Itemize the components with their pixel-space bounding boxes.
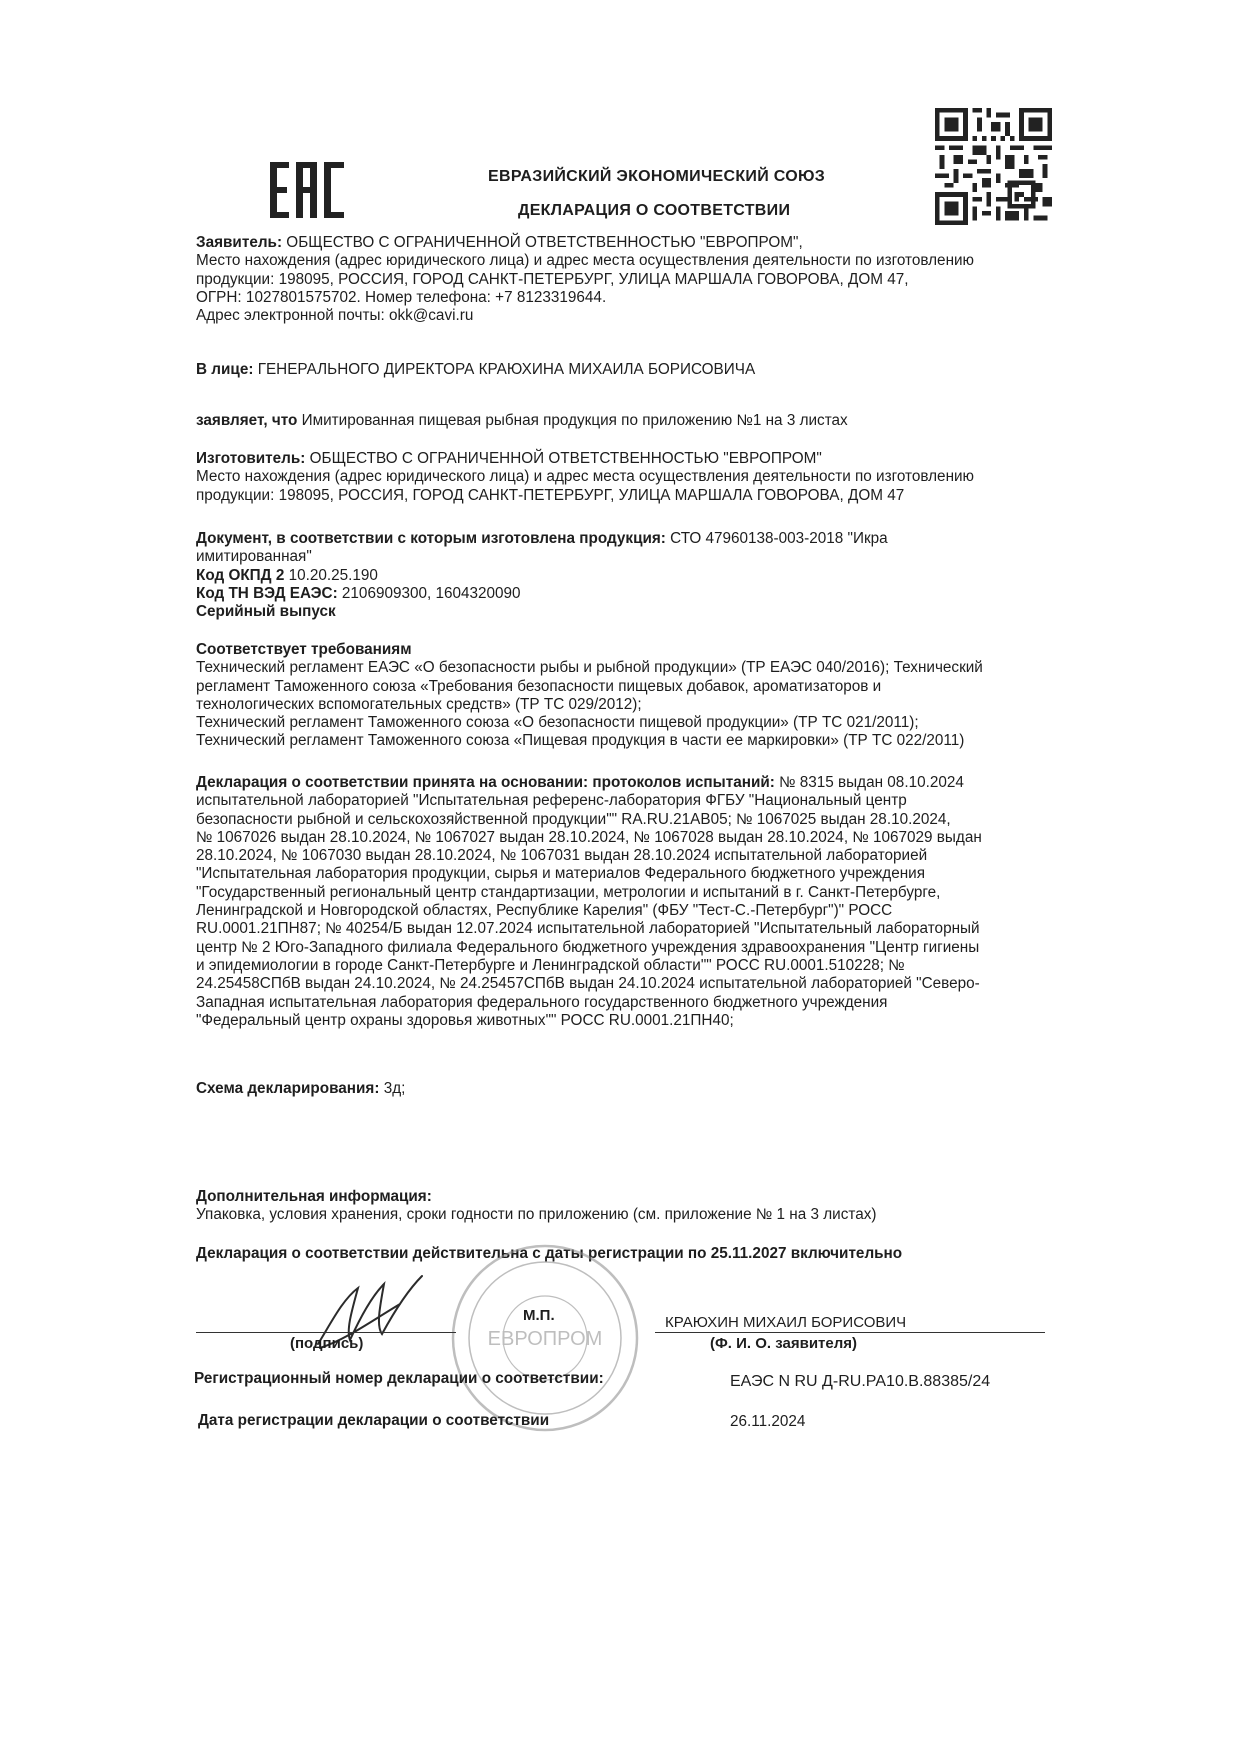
- requirement-line: Технический регламент ЕАЭС «О безопасности рыбы и рыбной продукции» (ТР ЕАЭС 040/2016); Технический: [196, 659, 983, 677]
- basis-line: "Государственный региональный центр стандартизации, метрологии и испытаний в г. Санкт-Петербурге,: [196, 883, 941, 901]
- registration-date-label: Дата регистрации декларации о соответствии: [198, 1412, 550, 1429]
- validity-text: Декларация о соответствии действительна с даты регистрации по 25.11.2027 включительно: [196, 1245, 903, 1262]
- qr-code-icon: [935, 108, 1052, 225]
- signature-caption: (подпись): [290, 1335, 364, 1352]
- document-label: Документ, в соответствии с которым изготовлена продукция:: [196, 530, 666, 547]
- requirement-line: технологических вспомогательных средств» (ТР ТС 029/2012);: [196, 695, 642, 713]
- additional-label: Дополнительная информация:: [196, 1188, 432, 1205]
- document-value-cont: имитированная": [196, 548, 312, 566]
- applicant-ogrn: ОГРН: 1027801575702. Номер телефона: +7 8123319644.: [196, 288, 607, 306]
- basis-label: Декларация о соответствии принята на основании: протоколов испытаний:: [196, 774, 775, 791]
- tnved-label: Код ТН ВЭД ЕАЭС:: [196, 584, 338, 602]
- applicant-name: ОБЩЕСТВО С ОГРАНИЧЕННОЙ ОТВЕТСТВЕННОСТЬЮ "ЕВРОПРОМ",: [286, 234, 803, 251]
- manufacturer-block: [196, 450, 1096, 505]
- requirements-label: Соответствует требованиям: [196, 641, 412, 658]
- document-block: [196, 530, 1096, 621]
- basis-line: RU.0001.21ПН87; № 40254/Б выдан 12.07.2024 испытательной лабораторией "Испытательный лабораторный: [196, 920, 980, 938]
- signature-line: [196, 1332, 456, 1333]
- product-name: Имитированная пищевая рыбная продукция по приложению №1 на 3 листах: [301, 412, 848, 429]
- eac-logo: [270, 158, 346, 220]
- declares-label: заявляет, что: [196, 412, 298, 429]
- basis-line: "Испытательная лаборатория продукции, сырья и материалов Федерального бюджетного учреждения: [196, 865, 925, 883]
- additional-value: Упаковка, условия хранения, сроки годности по приложению (см. приложение № 1 на 3 листах): [196, 1206, 877, 1224]
- registration-number-label: Регистрационный номер декларации о соответствии:: [194, 1370, 604, 1387]
- scheme-value: 3д;: [383, 1080, 406, 1097]
- applicant-label: Заявитель:: [196, 234, 283, 251]
- basis-line: безопасности рыбной и сельскохозяйственной продукции"" RA.RU.21АВ05; № 1067025 выдан 28.10.2024,: [196, 810, 951, 828]
- represented-label: В лице:: [196, 361, 254, 378]
- represented-block: [196, 361, 1096, 379]
- applicant-block: [196, 234, 1096, 325]
- basis-line: "Федеральный центр охраны здоровья животных"" РОСС RU.0001.21ПН40;: [196, 1011, 734, 1029]
- manufacturer-name: ОБЩЕСТВО С ОГРАНИЧЕННОЙ ОТВЕТСТВЕННОСТЬЮ "ЕВРОПРОМ": [309, 450, 822, 467]
- stamp-mark: М.П.: [523, 1307, 555, 1324]
- applicant-address-line1: Место нахождения (адрес юридического лица) и адрес места осуществления деятельности по изготовлению: [196, 252, 975, 270]
- serial-release: Серийный выпуск: [196, 603, 336, 621]
- requirement-line: регламент Таможенного союза «Требования безопасности пищевых добавок, ароматизаторов и: [196, 677, 882, 695]
- requirement-line: Технический регламент Таможенного союза «О безопасности пищевой продукции» (ТР ТС 021/2011);: [196, 714, 919, 732]
- additional-block: [196, 1188, 1096, 1225]
- registration-date-value: 26.11.2024: [730, 1413, 806, 1430]
- applicant-address-line2: продукции: 198095, РОССИЯ, ГОРОД САНКТ-ПЕТЕРБУРГ, УЛИЦА МАРШАЛА ГОВОРОВА, ДОМ 47,: [196, 270, 909, 288]
- represented-name: ГЕНЕРАЛЬНОГО ДИРЕКТОРА КРАЮХИНА МИХАИЛА БОРИСОВИЧА: [257, 361, 756, 378]
- signer-name: КРАЮХИН МИХАИЛ БОРИСОВИЧ: [665, 1314, 907, 1331]
- basis-block: [196, 774, 1096, 1030]
- basis-line: центр № 2 Юго-Западного филиала Федерального бюджетного учреждения здравоохранения "Центр гигиены: [196, 938, 980, 956]
- manufacturer-address-line1: Место нахождения (адрес юридического лица) и адрес места осуществления деятельности по изготовлению: [196, 468, 975, 486]
- declares-block: [196, 412, 1096, 430]
- scheme-block: [196, 1080, 1096, 1098]
- stamp-center-text: ЕВРОПРОМ: [487, 1328, 603, 1350]
- tnved-value: 2106909300, 1604320090: [341, 584, 521, 602]
- basis-line: № 1067026 выдан 28.10.2024, № 1067027 выдан 28.10.2024, № 1067028 выдан 28.10.2024, № 1067029 выдан: [196, 828, 982, 846]
- requirement-line: Технический регламент Таможенного союза «Пищевая продукция в части ее маркировки» (ТР ТС 022/2011): [196, 732, 965, 750]
- basis-line: испытательной лабораторией "Испытательная референс-лаборатория ФГБУ "Национальный центр: [196, 792, 907, 810]
- manufacturer-address-line2: продукции: 198095, РОССИЯ, ГОРОД САНКТ-ПЕТЕРБУРГ, УЛИЦА МАРШАЛА ГОВОРОВА, ДОМ 47: [196, 486, 905, 504]
- scheme-label: Схема декларирования:: [196, 1080, 380, 1097]
- okpd-label: Код ОКПД 2: [196, 566, 285, 584]
- signer-caption: (Ф. И. О. заявителя): [710, 1335, 858, 1352]
- requirements-block: [196, 641, 1096, 751]
- basis-line: 24.25458СПбВ выдан 24.10.2024, № 24.25457СПбВ выдан 24.10.2024 испытательной лабораторией "Северо-: [196, 975, 980, 993]
- basis-line: Ленинградской и Новгородской областях, Республике Карелия" (ФБУ "Тест-С.-Петербург")" РОСС: [196, 902, 893, 920]
- registration-number-value: ЕАЭС N RU Д-RU.РА10.В.88385/24: [730, 1373, 991, 1390]
- signer-name-line: [655, 1332, 1045, 1333]
- basis-line: Западная испытательная лаборатория федерального государственного бюджетного учреждения: [196, 993, 888, 1011]
- document-type-title: ДЕКЛАРАЦИЯ О СООТВЕТСТВИИ: [518, 202, 791, 219]
- manufacturer-label: Изготовитель:: [196, 450, 306, 467]
- document-value: СТО 47960138-003-2018 "Икра: [670, 530, 888, 547]
- okpd-value: 10.20.25.190: [288, 566, 378, 584]
- basis-first: № 8315 выдан 08.10.2024: [779, 774, 964, 791]
- union-title: ЕВРАЗИЙСКИЙ ЭКОНОМИЧЕСКИЙ СОЮЗ: [488, 168, 826, 185]
- basis-line: 28.10.2024, № 1067030 выдан 28.10.2024, № 1067031 выдан 28.10.2024 испытательной лабораторией: [196, 847, 928, 865]
- basis-line: и эпидемиологии в городе Санкт-Петербурге и Ленинградской области"" РОСС RU.0001.510228; №: [196, 956, 905, 974]
- applicant-email: Адрес электронной почты: okk@cavi.ru: [196, 307, 474, 325]
- company-stamp: [445, 1238, 645, 1438]
